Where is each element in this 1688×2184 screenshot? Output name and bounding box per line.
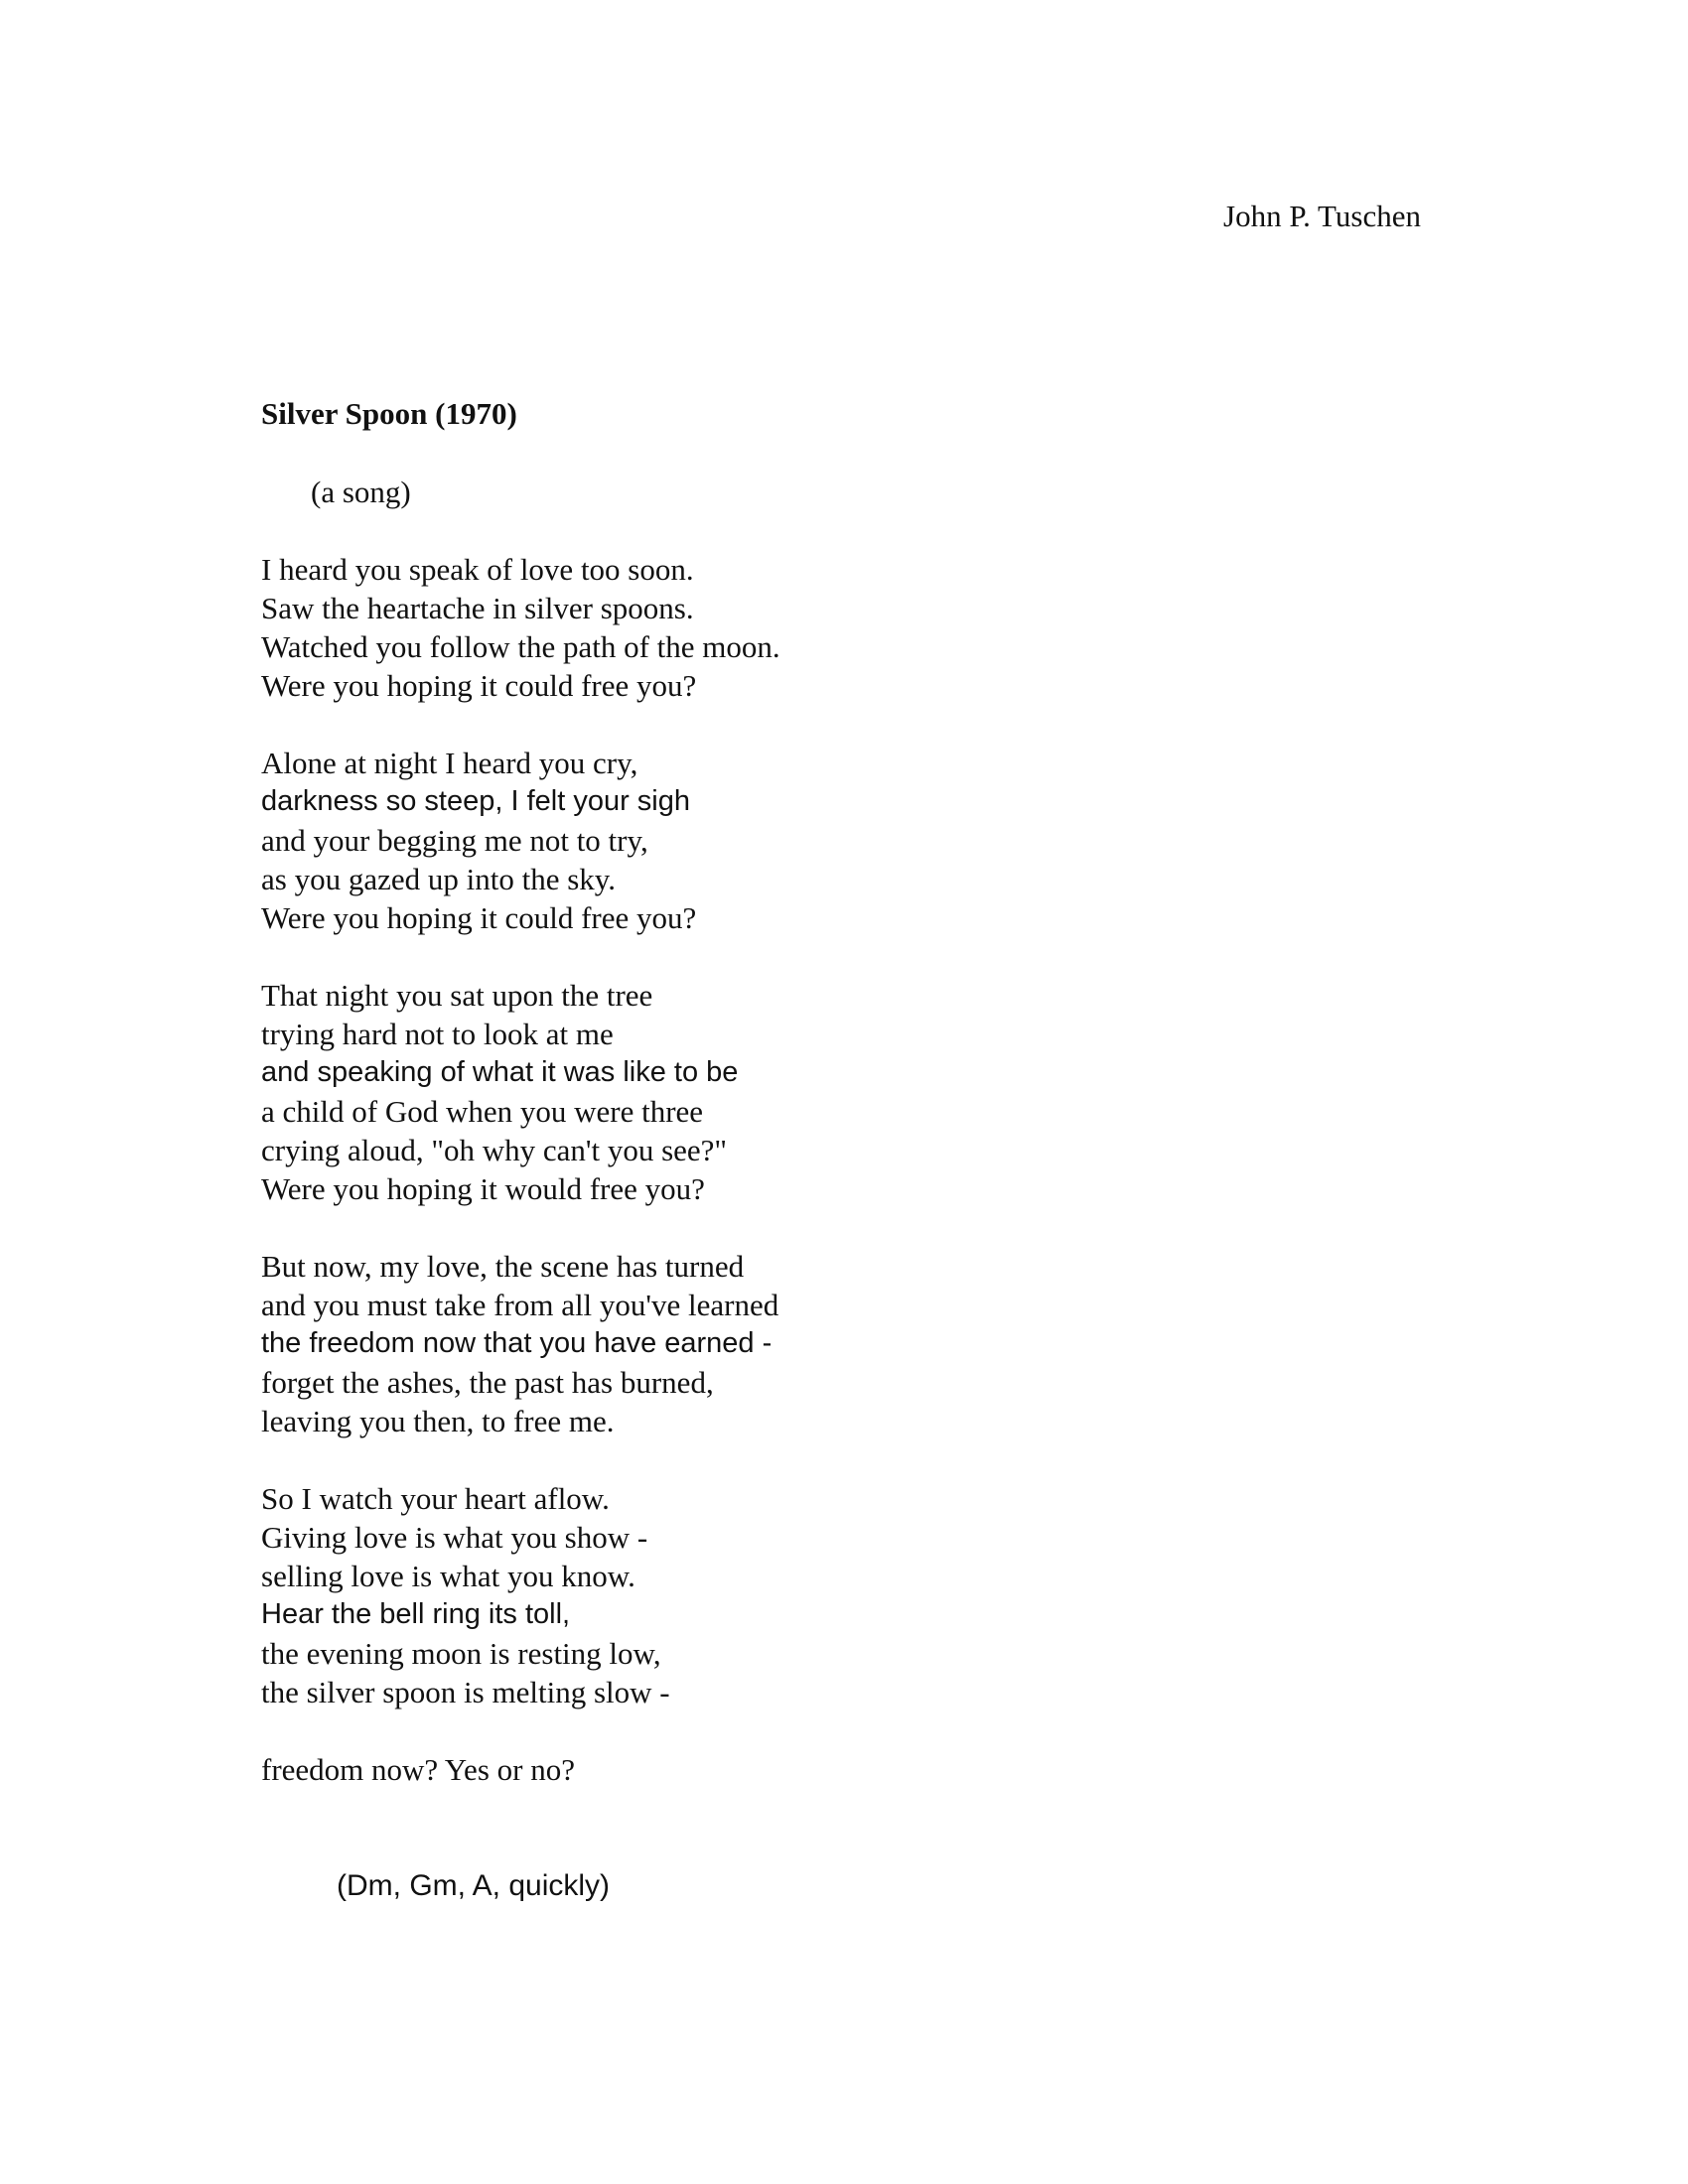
poem-line: as you gazed up into the sky. [261,862,616,896]
poem-line: the silver spoon is melting slow - [261,1675,670,1709]
poem-line: and you must take from all you've learned [261,1288,779,1322]
poem-line: freedom now? Yes or no? [261,1752,575,1787]
poem-line: leaving you then, to free me. [261,1404,615,1438]
stanza [261,1479,1353,1711]
poem-line: the evening moon is resting low, [261,1636,661,1671]
poem-line: crying aloud, "oh why can't you see?" [261,1133,728,1167]
poem-line: Were you hoping it could free you? [261,900,697,935]
poem-line: Giving love is what you show - [261,1520,648,1555]
stanza [261,1247,1353,1440]
poem-line: forget the ashes, the past has burned, [261,1365,714,1400]
poem-body [261,394,1353,1905]
chord-notation: (Dm, Gm, A, quickly) [337,1869,611,1902]
poem-line: the freedom now that you have earned - [261,1327,773,1359]
poem-line: and your begging me not to try, [261,823,648,858]
poem-line: trying hard not to look at me [261,1017,614,1051]
poem-line: selling love is what you know. [261,1559,635,1593]
poem-subtitle: (a song) [311,475,411,509]
stanza [261,976,1353,1208]
poem-line: Were you hoping it could free you? [261,668,697,703]
stanza [261,550,1353,705]
poem-line: Hear the bell ring its toll, [261,1598,571,1630]
poem-line: darkness so steep, I felt your sigh [261,785,690,817]
poem-line: That night you sat upon the tree [261,978,653,1013]
poem-line: Were you hoping it would free you? [261,1171,705,1206]
poem-line: Saw the heartache in silver spoons. [261,591,694,625]
stanza [261,744,1353,937]
poem-line: Alone at night I heard you cry, [261,746,638,780]
poem-line: Watched you follow the path of the moon. [261,629,780,664]
poem-line: But now, my love, the scene has turned [261,1249,745,1284]
stanza [261,1750,1353,1789]
poem-title: Silver Spoon (1970) [261,396,517,431]
poem-line: and speaking of what it was like to be [261,1056,739,1088]
poem-line: a child of God when you were three [261,1094,704,1129]
author-name: John P. Tuschen [1223,199,1421,233]
stanza-list [261,550,1353,1789]
poem-line: I heard you speak of love too soon. [261,552,694,587]
poem-line: So I watch your heart aflow. [261,1481,610,1516]
